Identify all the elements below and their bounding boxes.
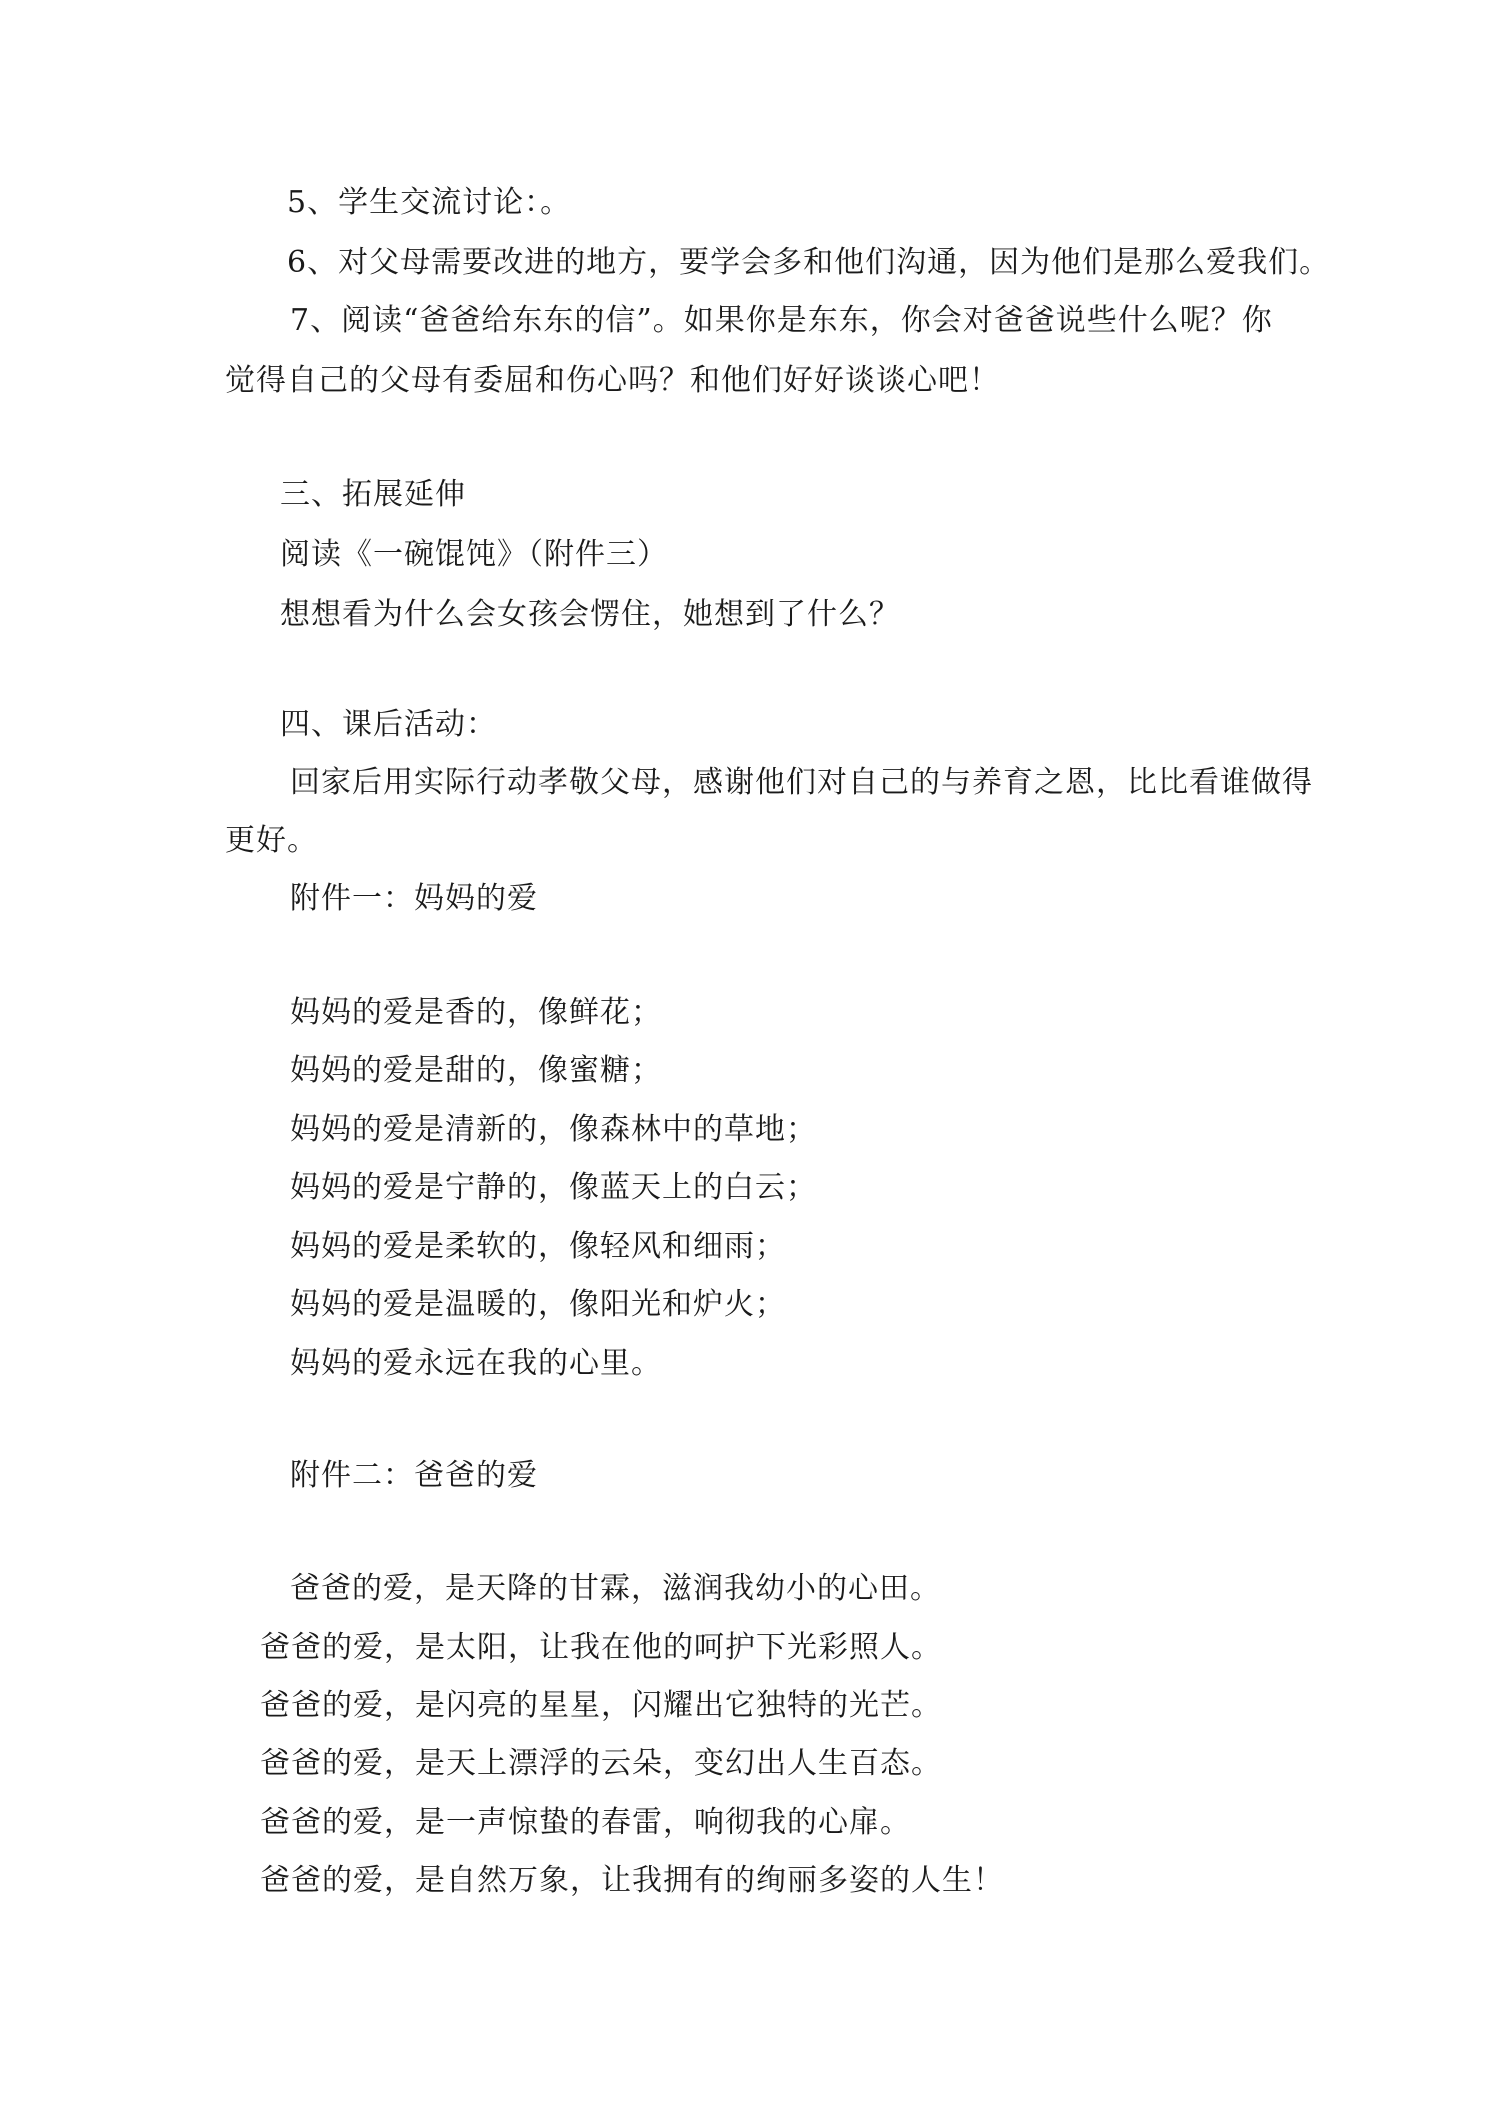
- attachment-2-line: 爸爸的爱，是天降的甘霖，滋润我幼小的心田。: [290, 1571, 941, 1606]
- section-3-question: 想想看为什么会女孩会愣住，她想到了什么？: [280, 597, 900, 632]
- attachment-1-line: 妈妈的爱是温暖的，像阳光和炉火；: [290, 1287, 786, 1322]
- lesson-step-7-line-2: 觉得自己的父母有委屈和伤心吗？和他们好好谈谈心吧！: [225, 363, 1000, 398]
- lesson-step-7-line-1: 7、阅读“爸爸给东东的信”。如果你是东东，你会对爸爸说些什么呢？你: [290, 303, 1273, 338]
- attachment-1-line: 妈妈的爱是柔软的，像轻风和细雨；: [290, 1229, 786, 1264]
- attachment-2-line: 爸爸的爱，是太阳，让我在他的呵护下光彩照人。: [260, 1630, 942, 1665]
- attachment-1-line: 妈妈的爱是清新的，像森林中的草地；: [290, 1112, 817, 1147]
- lesson-step-5: 5、学生交流讨论：。: [287, 185, 572, 220]
- attachment-2-line: 爸爸的爱，是天上漂浮的云朵，变幻出人生百态。: [260, 1746, 942, 1781]
- attachment-2-line: 爸爸的爱，是一声惊蛰的春雷，响彻我的心扉。: [260, 1805, 911, 1840]
- attachment-2-line: 爸爸的爱，是闪亮的星星，闪耀出它独特的光芒。: [260, 1688, 942, 1723]
- section-4-text-line-1: 回家后用实际行动孝敬父母，感谢他们对自己的与养育之恩，比比看谁做得: [290, 765, 1313, 800]
- section-3-reading: 阅读《一碗馄饨》（附件三）: [280, 537, 668, 572]
- section-3-heading: 三、拓展延伸: [280, 477, 466, 512]
- attachment-1-line: 妈妈的爱是甜的，像蜜糖；: [290, 1053, 662, 1088]
- attachment-1-line: 妈妈的爱是宁静的，像蓝天上的白云；: [290, 1170, 817, 1205]
- lesson-step-6: 6、对父母需要改进的地方，要学会多和他们沟通，因为他们是那么爱我们。: [287, 245, 1331, 280]
- attachment-1-line: 妈妈的爱是香的，像鲜花；: [290, 995, 662, 1030]
- attachment-1-title: 附件一：妈妈的爱: [290, 881, 538, 916]
- section-4-text-line-2: 更好。: [225, 823, 318, 858]
- section-4-heading: 四、课后活动：: [280, 707, 497, 742]
- attachment-2-title: 附件二：爸爸的爱: [290, 1458, 538, 1493]
- attachment-2-line: 爸爸的爱，是自然万象，让我拥有的绚丽多姿的人生！: [260, 1863, 1004, 1898]
- attachment-1-line: 妈妈的爱永远在我的心里。: [290, 1346, 662, 1381]
